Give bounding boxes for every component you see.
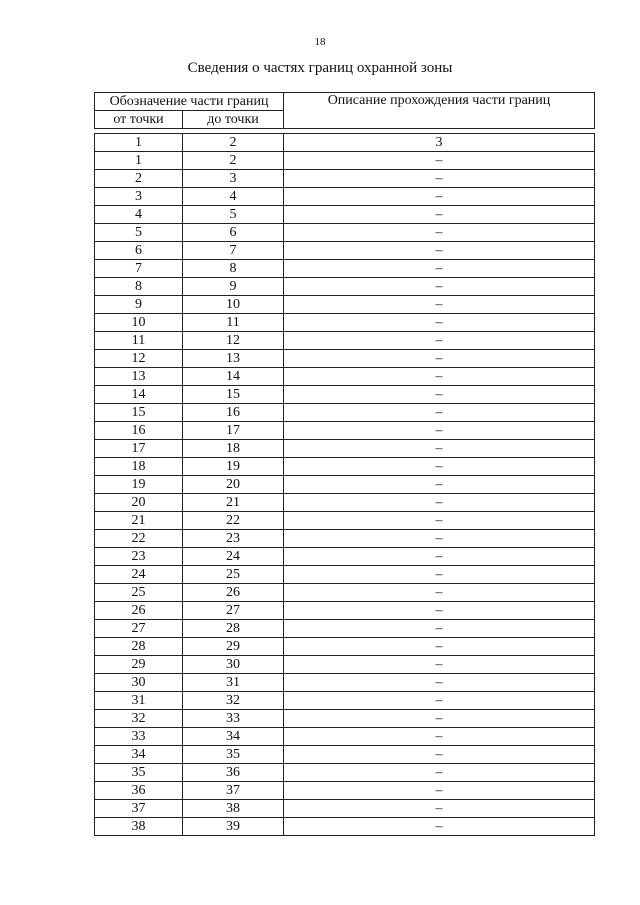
cell-to-point: 2 (183, 152, 284, 170)
cell-description: – (284, 782, 595, 800)
cell-from-point: 20 (95, 494, 183, 512)
column-number-row (95, 134, 595, 152)
cell-description: – (284, 656, 595, 674)
cell-description: – (284, 494, 595, 512)
cell-to-point: 30 (183, 656, 284, 674)
table-row (95, 818, 595, 836)
table-row (95, 206, 595, 224)
cell-from-point: 1 (95, 152, 183, 170)
cell-to-point: 28 (183, 620, 284, 638)
cell-from-point: 10 (95, 314, 183, 332)
table-row (95, 440, 595, 458)
cell-to-point: 14 (183, 368, 284, 386)
cell-from-point: 6 (95, 242, 183, 260)
cell-to-point: 9 (183, 278, 284, 296)
table-row (95, 692, 595, 710)
table-row (95, 368, 595, 386)
cell-to-point: 5 (183, 206, 284, 224)
cell-description: – (284, 692, 595, 710)
table-row (95, 494, 595, 512)
cell-description: – (284, 710, 595, 728)
table-row (95, 782, 595, 800)
cell-description: – (284, 584, 595, 602)
cell-description: – (284, 368, 595, 386)
table-row (95, 674, 595, 692)
cell-to-point: 32 (183, 692, 284, 710)
cell-to-point: 17 (183, 422, 284, 440)
table-body (95, 134, 595, 836)
cell-to-point: 20 (183, 476, 284, 494)
table-row (95, 260, 595, 278)
cell-description: – (284, 314, 595, 332)
cell-to-point: 18 (183, 440, 284, 458)
cell-description: – (284, 818, 595, 836)
cell-to-point: 15 (183, 386, 284, 404)
cell-from-point: 22 (95, 530, 183, 548)
table-row (95, 584, 595, 602)
column-number: 3 (284, 134, 595, 152)
cell-description: – (284, 440, 595, 458)
cell-description: – (284, 764, 595, 782)
cell-description: – (284, 332, 595, 350)
cell-to-point: 31 (183, 674, 284, 692)
cell-to-point: 39 (183, 818, 284, 836)
cell-description: – (284, 728, 595, 746)
cell-to-point: 12 (183, 332, 284, 350)
cell-from-point: 11 (95, 332, 183, 350)
cell-from-point: 13 (95, 368, 183, 386)
cell-description: – (284, 620, 595, 638)
table-row (95, 386, 595, 404)
cell-description: – (284, 296, 595, 314)
cell-to-point: 26 (183, 584, 284, 602)
cell-description: – (284, 530, 595, 548)
table-row (95, 602, 595, 620)
cell-description: – (284, 386, 595, 404)
cell-to-point: 11 (183, 314, 284, 332)
cell-description: – (284, 350, 595, 368)
cell-from-point: 16 (95, 422, 183, 440)
table-row (95, 638, 595, 656)
cell-from-point: 36 (95, 782, 183, 800)
cell-from-point: 30 (95, 674, 183, 692)
cell-to-point: 34 (183, 728, 284, 746)
table-row (95, 188, 595, 206)
table-row (95, 242, 595, 260)
table-row (95, 710, 595, 728)
table-row (95, 800, 595, 818)
column-number: 1 (95, 134, 183, 152)
cell-description: – (284, 458, 595, 476)
cell-to-point: 37 (183, 782, 284, 800)
cell-from-point: 21 (95, 512, 183, 530)
cell-to-point: 8 (183, 260, 284, 278)
table-row (95, 404, 595, 422)
cell-from-point: 17 (95, 440, 183, 458)
cell-from-point: 32 (95, 710, 183, 728)
cell-to-point: 21 (183, 494, 284, 512)
boundary-parts-table (94, 92, 595, 836)
column-number: 2 (183, 134, 284, 152)
cell-from-point: 15 (95, 404, 183, 422)
table-row (95, 512, 595, 530)
table-row (95, 620, 595, 638)
cell-to-point: 13 (183, 350, 284, 368)
cell-from-point: 29 (95, 656, 183, 674)
cell-to-point: 35 (183, 746, 284, 764)
cell-from-point: 34 (95, 746, 183, 764)
cell-from-point: 38 (95, 818, 183, 836)
cell-description: – (284, 242, 595, 260)
cell-from-point: 37 (95, 800, 183, 818)
cell-description: – (284, 152, 595, 170)
cell-from-point: 27 (95, 620, 183, 638)
cell-description: – (284, 404, 595, 422)
table-row (95, 548, 595, 566)
table-row (95, 224, 595, 242)
cell-from-point: 33 (95, 728, 183, 746)
cell-description: – (284, 566, 595, 584)
cell-to-point: 25 (183, 566, 284, 584)
header-from-point: от точки (95, 111, 183, 129)
cell-to-point: 4 (183, 188, 284, 206)
cell-from-point: 19 (95, 476, 183, 494)
table-row (95, 350, 595, 368)
cell-description: – (284, 278, 595, 296)
cell-from-point: 9 (95, 296, 183, 314)
cell-description: – (284, 188, 595, 206)
cell-description: – (284, 206, 595, 224)
cell-from-point: 12 (95, 350, 183, 368)
cell-to-point: 29 (183, 638, 284, 656)
cell-description: – (284, 674, 595, 692)
cell-from-point: 5 (95, 224, 183, 242)
cell-from-point: 24 (95, 566, 183, 584)
table-row (95, 530, 595, 548)
cell-from-point: 8 (95, 278, 183, 296)
header-description: Описание прохождения части границ (284, 93, 595, 129)
table-row (95, 728, 595, 746)
cell-from-point: 4 (95, 206, 183, 224)
table-row (95, 764, 595, 782)
cell-from-point: 35 (95, 764, 183, 782)
cell-to-point: 22 (183, 512, 284, 530)
cell-description: – (284, 512, 595, 530)
cell-from-point: 23 (95, 548, 183, 566)
table-row (95, 458, 595, 476)
cell-to-point: 16 (183, 404, 284, 422)
cell-from-point: 25 (95, 584, 183, 602)
cell-from-point: 7 (95, 260, 183, 278)
table-row (95, 314, 595, 332)
table-row (95, 152, 595, 170)
cell-to-point: 38 (183, 800, 284, 818)
table-row (95, 296, 595, 314)
cell-to-point: 23 (183, 530, 284, 548)
cell-to-point: 7 (183, 242, 284, 260)
cell-from-point: 31 (95, 692, 183, 710)
page-number: 18 (314, 36, 326, 48)
cell-description: – (284, 746, 595, 764)
cell-to-point: 36 (183, 764, 284, 782)
cell-to-point: 27 (183, 602, 284, 620)
page-title: Сведения о частях границ охранной зоны (187, 60, 453, 76)
table-row (95, 422, 595, 440)
cell-from-point: 2 (95, 170, 183, 188)
cell-to-point: 24 (183, 548, 284, 566)
cell-description: – (284, 422, 595, 440)
cell-from-point: 3 (95, 188, 183, 206)
cell-to-point: 33 (183, 710, 284, 728)
header-designation: Обозначение части границ (95, 93, 284, 111)
cell-description: – (284, 476, 595, 494)
cell-description: – (284, 260, 595, 278)
cell-description: – (284, 638, 595, 656)
table-row (95, 476, 595, 494)
cell-from-point: 18 (95, 458, 183, 476)
cell-to-point: 10 (183, 296, 284, 314)
cell-from-point: 28 (95, 638, 183, 656)
header-to-point: до точки (183, 111, 284, 129)
cell-description: – (284, 170, 595, 188)
table-header (95, 93, 595, 134)
table-row (95, 746, 595, 764)
cell-to-point: 3 (183, 170, 284, 188)
cell-from-point: 14 (95, 386, 183, 404)
table-row (95, 656, 595, 674)
table-row (95, 332, 595, 350)
cell-from-point: 26 (95, 602, 183, 620)
cell-to-point: 6 (183, 224, 284, 242)
cell-description: – (284, 800, 595, 818)
table-row (95, 170, 595, 188)
cell-to-point: 19 (183, 458, 284, 476)
cell-description: – (284, 224, 595, 242)
table-row (95, 566, 595, 584)
cell-description: – (284, 602, 595, 620)
cell-description: – (284, 548, 595, 566)
table-row (95, 278, 595, 296)
